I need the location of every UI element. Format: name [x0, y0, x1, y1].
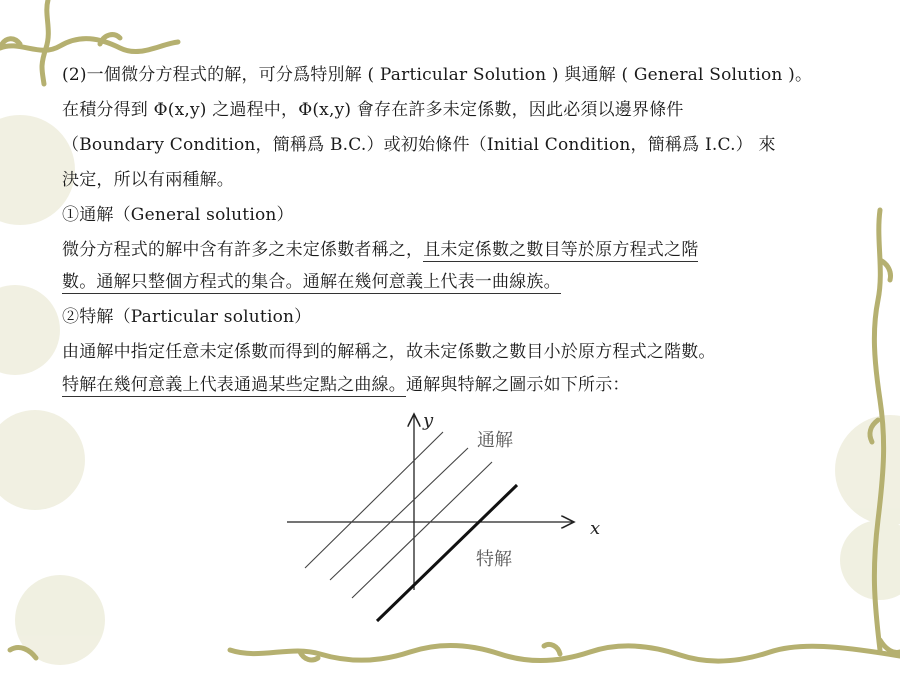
x-axis-label: x	[590, 518, 601, 539]
line-10-underlined: 特解在幾何意義上代表通過某些定點之曲線。	[62, 375, 406, 395]
line-7-underlined: 數。通解只整個方程式的集合。通解在幾何意義上代表一曲線族。	[62, 272, 561, 292]
line-6-underlined: 且未定係數之數目等於原方程式之階	[423, 240, 699, 260]
paragraph-line-9: 由通解中指定任意未定係數而得到的解稱之，故未定係數之數目小於原方程式之階數。	[62, 342, 716, 362]
general-solution-lines	[305, 432, 492, 598]
general-line	[305, 432, 443, 568]
paragraph-line-1: (2)一個微分方程式的解，可分爲特別解 ( Particular Solution ) 與通解 ( General Solution )。	[62, 65, 813, 85]
general-solution-label: 通解	[477, 430, 513, 451]
general-line	[330, 448, 468, 580]
line-10-part-b: 通解與特解之圖示如下所示：	[406, 375, 630, 395]
y-axis-label: y	[423, 410, 434, 431]
line-6-part-a: 微分方程式的解中含有許多之未定係數者稱之，	[62, 240, 424, 260]
paragraph-line-2: 在積分得到 Φ(x,y) 之過程中，Φ(x,y) 會存在許多未定係數，因此必須以邊界條件	[62, 100, 684, 120]
paragraph-line-4: 決定，所以有兩種解。	[62, 170, 234, 190]
particular-solution-label: 特解	[476, 549, 512, 570]
paragraph-line-3: （Boundary Condition，簡稱爲 B.C.）或初始條件（Initial Condition，簡稱爲 I.C.） 來	[62, 135, 776, 155]
general-solution-heading: ①通解（General solution）	[62, 205, 294, 225]
particular-solution-heading: ②特解（Particular solution）	[62, 307, 312, 327]
